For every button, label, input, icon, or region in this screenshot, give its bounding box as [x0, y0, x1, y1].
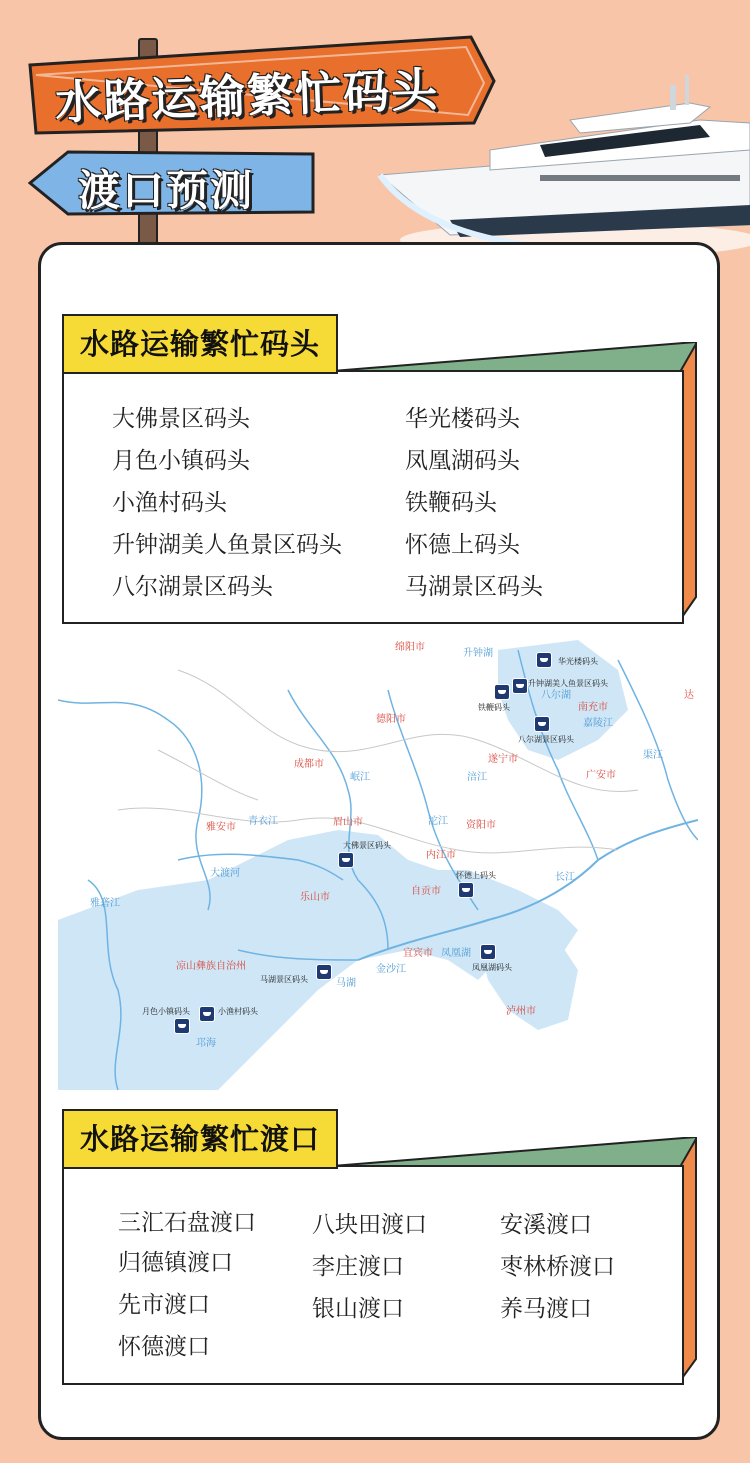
city-label: 宜宾市: [403, 948, 433, 959]
pier-label: 大佛景区码头: [343, 841, 391, 850]
pier-item: 凤凰湖码头: [405, 448, 520, 474]
river-label: 八尔湖: [541, 690, 571, 701]
pier-marker-icon: [199, 1006, 215, 1022]
river-label: 凤凰湖: [441, 948, 471, 959]
pier-marker-icon: [174, 1018, 190, 1034]
river-label: 雅砻江: [90, 898, 120, 909]
ferry-item: 枣林桥渡口: [500, 1254, 615, 1280]
river-label: 邛海: [196, 1038, 216, 1049]
city-label: 泸州市: [506, 1006, 536, 1017]
city-label: 凉山彝族自治州: [176, 961, 246, 972]
pier-label: 怀德上码头: [456, 871, 496, 880]
pier-marker-icon: [536, 652, 552, 668]
city-label: 绵阳市: [395, 642, 425, 653]
pier-label: 华光楼码头: [558, 657, 598, 666]
pier-item: 怀德上码头: [405, 532, 520, 558]
city-label: 眉山市: [333, 817, 363, 828]
river-label: 沱江: [428, 816, 448, 827]
river-label: 金沙江: [376, 964, 406, 975]
ferry-item: 三汇石盘渡口: [118, 1210, 256, 1236]
sichuan-water-map: [58, 630, 698, 1090]
ferry-item: 八块田渡口: [312, 1212, 427, 1238]
pier-item: 升钟湖美人鱼景区码头: [112, 532, 342, 558]
pier-marker-icon: [494, 684, 510, 700]
river-label: 马湖: [336, 978, 356, 989]
city-label: 广安市: [586, 770, 616, 781]
city-label: 乐山市: [300, 892, 330, 903]
pier-marker-icon: [316, 964, 332, 980]
pier-item: 小渔村码头: [112, 490, 227, 516]
pier-label: 铁鞭码头: [478, 703, 510, 712]
pier-marker-icon: [458, 882, 474, 898]
city-label: 成都市: [294, 759, 324, 770]
river-label: 升钟湖: [463, 648, 493, 659]
city-label: 自贡市: [411, 886, 441, 897]
sub-title: 渡口预测: [78, 166, 255, 215]
river-label: 大渡河: [210, 868, 240, 879]
pier-label: 马湖景区码头: [260, 975, 308, 984]
city-label: 德阳市: [376, 714, 406, 725]
pier-item: 华光楼码头: [405, 406, 520, 432]
pier-label: 小渔村码头: [218, 1007, 258, 1016]
city-label: 遂宁市: [488, 754, 518, 765]
city-label: 南充市: [578, 702, 608, 713]
city-label: 内江市: [426, 850, 456, 861]
river-label: 嘉陵江: [583, 718, 613, 729]
pier-label: 八尔湖景区码头: [518, 735, 574, 744]
section1-title: 水路运输繁忙码头: [62, 314, 338, 374]
ferry-item: 李庄渡口: [312, 1254, 404, 1280]
city-label: 资阳市: [466, 820, 496, 831]
pier-marker-icon: [512, 678, 528, 694]
pier-item: 铁鞭码头: [405, 490, 497, 516]
pier-marker-icon: [480, 944, 496, 960]
pier-item: 马湖景区码头: [405, 574, 543, 600]
main-title: 水路运输繁忙码头: [54, 62, 440, 130]
pier-marker-icon: [338, 852, 354, 868]
pier-item: 月色小镇码头: [112, 448, 250, 474]
ferry-item: 怀德渡口: [118, 1334, 210, 1360]
river-label: 青衣江: [248, 816, 278, 827]
river-label: 岷江: [350, 772, 370, 783]
river-label: 涪江: [467, 772, 487, 783]
river-label: 渠江: [643, 750, 663, 761]
section2-title: 水路运输繁忙渡口: [62, 1109, 338, 1169]
ferry-item: 安溪渡口: [500, 1212, 592, 1238]
ferry-item: 归德镇渡口: [118, 1250, 233, 1276]
pier-label: 升钟湖美人鱼景区码头: [528, 679, 608, 688]
ferry-item: 养马渡口: [500, 1296, 592, 1322]
pier-item: 大佛景区码头: [112, 406, 250, 432]
pier-label: 凤凰湖码头: [472, 963, 512, 972]
city-label: 雅安市: [206, 822, 236, 833]
river-label: 长江: [555, 872, 575, 883]
ferry-item: 先市渡口: [118, 1292, 210, 1318]
pier-label: 月色小镇码头: [142, 1007, 190, 1016]
yacht-image: [370, 75, 750, 265]
pier-marker-icon: [534, 716, 550, 732]
pier-item: 八尔湖景区码头: [112, 574, 273, 600]
city-label: 达: [684, 690, 694, 701]
ferry-item: 银山渡口: [312, 1296, 404, 1322]
